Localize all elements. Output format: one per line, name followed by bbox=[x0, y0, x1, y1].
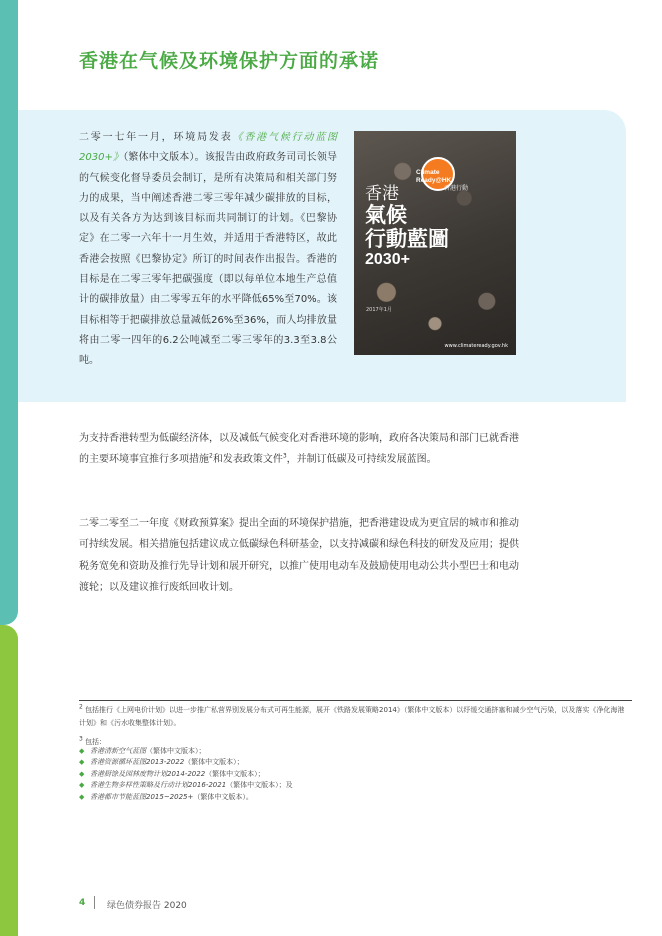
cover-date: 2017年1月 bbox=[366, 307, 392, 313]
footnote-2-number: 2 bbox=[79, 703, 83, 711]
footnote-3-list bbox=[79, 746, 293, 803]
footnote-2 bbox=[79, 704, 631, 729]
bullet-icon: ◆ bbox=[79, 747, 85, 755]
page-title: 香港在气候及环境保护方面的承诺 bbox=[79, 50, 380, 72]
footnote-3-item-name[interactable]: 香港都市节能蓝图2015~2025+ bbox=[90, 792, 194, 801]
footnote-3-number: 3 bbox=[79, 735, 83, 743]
blueprint-title-link[interactable]: 《香港气候行动蓝图2030+》 bbox=[79, 132, 338, 164]
footnote-divider bbox=[79, 700, 632, 701]
bullet-icon: ◆ bbox=[79, 758, 85, 767]
footnote-3-label: 包括： bbox=[85, 738, 107, 746]
footnote-3-item-name[interactable]: 香港资源循环蓝图2013-2022 bbox=[90, 758, 185, 767]
footnote-3-item-name[interactable]: 香港厨馀及园林废物计划2014-2022 bbox=[90, 769, 206, 778]
footnote-3-item-note: （繁体中文版本）； bbox=[205, 769, 265, 778]
intro-lead: 二零一七年一月，环境局发表 bbox=[79, 132, 233, 143]
cover-title-line4: 2030+ bbox=[365, 251, 410, 269]
footnote-2-text: 包括推行《上网电价计划》以进一步推广私营界别发展分布式可再生能源，展开《铁路发展策略2014》（繁体中文版本）以纾缓交通挤塞和减少空气污染，以及落实《净化海港计划》和《污水收集整体计划》。 bbox=[79, 706, 625, 727]
footnote-3-item-name[interactable]: 香港生物多样性策略及行动计划2016-2021 bbox=[90, 781, 227, 790]
blueprint-cover-image bbox=[354, 131, 516, 355]
footnote-3-item bbox=[79, 769, 293, 780]
cover-title-line1: 香港 bbox=[365, 184, 399, 204]
body-paragraph-1: 为支持香港转型为低碳经济体，以及减低气候变化对香港环境的影响，政府各决策局和部门已就香港的主要环境事宜推行多项措施$^2$和发表政策文件$^3$，并制订低碳及可持续发展蓝图。 bbox=[79, 433, 519, 466]
cover-url: www.climateready.gov.hk bbox=[444, 343, 508, 349]
bullet-icon: ◆ bbox=[79, 781, 85, 790]
body-paragraph-2: 二零二零至二一年度《财政预算案》提出全面的环境保护措施，把香港建设成为更宜居的城市和推动可持续发展。相关措施包括建议成立低碳绿色科研基金，以支持减碳和绿色科技的研发及应用；提供税务宽免和资助及推行先导计划和展开研究，以推广使用电动车及鼓励使用电动公共小型巴士和电动渡轮；以及建议推行废纸回收计划。 bbox=[79, 518, 519, 593]
footnote-3-item bbox=[79, 746, 293, 757]
footnote-3-item-name[interactable]: 香港清新空气蓝图 bbox=[90, 747, 146, 755]
footer-page-number: 4 bbox=[79, 898, 86, 908]
cover-badge-side-text: 香港行動 bbox=[444, 185, 469, 192]
bullet-icon: ◆ bbox=[79, 792, 85, 801]
footnote-3-item-note: （繁体中文版本）； bbox=[184, 758, 244, 767]
footnote-3-item bbox=[79, 757, 293, 768]
cover-title-line3: 行動藍圖 bbox=[365, 226, 449, 251]
footer-divider bbox=[94, 896, 95, 909]
footnote-3-item-note: （繁体中文版本）。 bbox=[193, 792, 253, 801]
footnote-3-item bbox=[79, 792, 293, 803]
climate-ready-badge-text: Climate Ready@HK bbox=[416, 169, 452, 184]
cover-title bbox=[365, 185, 449, 269]
footnote-3-item-note: （繁体中文版本）；及 bbox=[226, 781, 293, 790]
footnote-ref-3[interactable]: 3 bbox=[282, 452, 287, 460]
intro-paragraph bbox=[79, 128, 337, 372]
cover-title-line2: 氣候 bbox=[365, 203, 407, 228]
bullet-icon: ◆ bbox=[79, 769, 85, 778]
intro-body: （繁体中文版本）。该报告由政府政务司司长领导的气候变化督导委员会制订，是所有决策局和相关部门努力的成果，当中阐述香港二零三零年减少碳排放的目标，以及有关各方为达到该目标而共同制订的计划。《巴黎协定》在二零一六年十一月生效，并适用于香港特区，故此香港会按照《巴黎协定》所订的时间表作出报告。香港的目标是在二零三零年把碳强度（即以每单位本地生产总值计的碳排放量）由二零零五年的水平降低65%至70%。该目标相等于把碳排放总量减低26%至36%，而人均排放量将由二零一四年的6.2公吨减至二零三零年的3.3至3.8公吨。 bbox=[79, 152, 338, 367]
footnote-ref-2[interactable]: 2 bbox=[209, 452, 213, 460]
footnote-3-item bbox=[79, 780, 293, 791]
footnote-3-item-note: （繁体中文版本）； bbox=[146, 747, 206, 755]
side-accent-bar-bottom bbox=[0, 625, 18, 936]
footer-report-title: 绿色债券报告 2020 bbox=[107, 901, 187, 911]
side-accent-bar-top bbox=[0, 0, 18, 625]
